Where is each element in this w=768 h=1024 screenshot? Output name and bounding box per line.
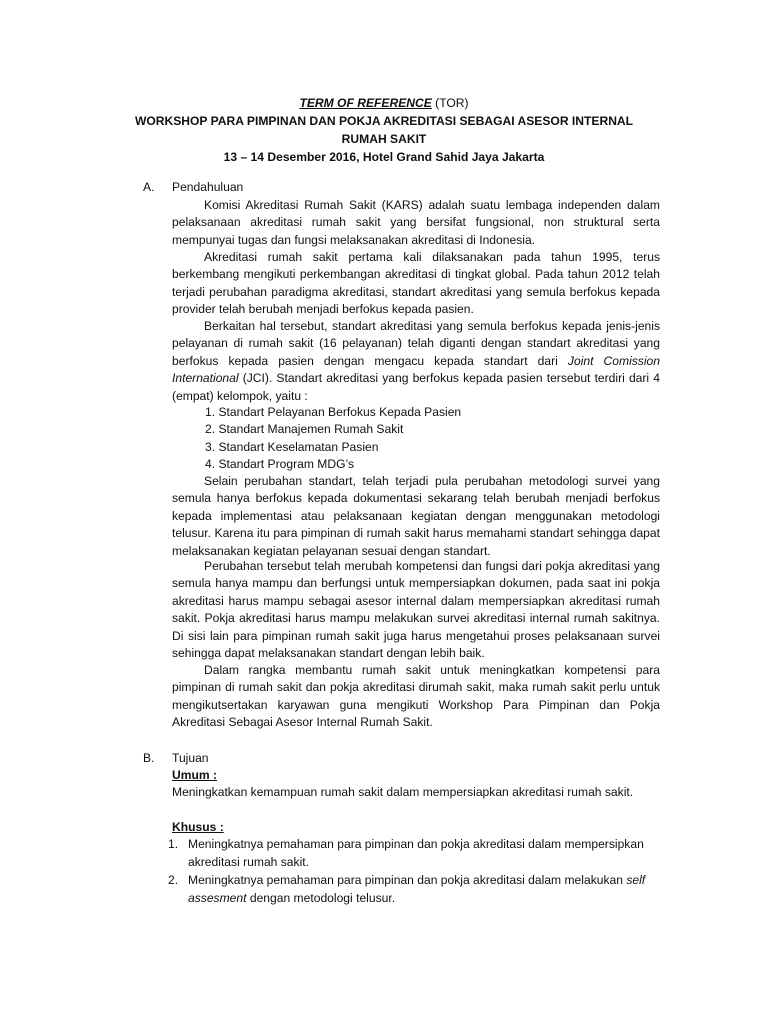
paragraph-4 [172, 473, 660, 560]
section-b-title: Tujuan [172, 751, 209, 765]
umum-heading: Umum : [172, 768, 218, 782]
paragraph-5 [172, 558, 660, 662]
khusus-item-2-line2 [168, 889, 660, 907]
document-header [100, 94, 668, 166]
khusus-item-2 [168, 871, 660, 907]
khusus-item-2-number: 2. [168, 873, 179, 887]
khusus-item-1 [168, 835, 660, 871]
paragraph-1-text: Komisi Akreditasi Rumah Sakit (KARS) adalah suatu lembaga independen dalam pelaksanaan akreditasi rumah sakit yang bersifat fungsional, non struktural serta mempunyai tugas dan fungsi melaksanakan akreditasi di Indonesia. [172, 198, 660, 247]
paragraph-6-text: Dalam rangka membantu rumah sakit untuk meningkatkan kompetensi para pimpinan di rumah sakit dan pokja akreditasi dirumah sakit, maka rumah sakit perlu untuk mengikutsertakan karyawan guna mengikuti Workshop Para Pimpinan dan Pokja Akreditasi Sebagai Asesor Internal Rumah Sakit. [172, 663, 660, 730]
paragraph-3-text-b: (JCI). Standart akreditasi yang berfokus kepada pasien tersebut terdiri dari 4 (empat) kelompok, yaitu : [172, 371, 660, 403]
khusus-item-2-text: Meningkatnya pemahaman para pimpinan dan pokja akreditasi dalam melakukan [188, 873, 627, 887]
tor-title-italic: TERM OF REFERENCE [299, 96, 432, 110]
paragraph-3-text-a: Berkaitan hal tersebut, standart akreditasi yang semula berfokus kepada jenis-jenis pelayanan di rumah sakit (16 pelayanan) telah diganti dengan standart akreditasi yang berfokus kepada pasien dengan mengacu kepada standart dari [172, 319, 660, 368]
paragraph-3-italic: Joint Comission International [172, 353, 660, 386]
tor-title-suffix: (TOR) [431, 96, 469, 110]
paragraph-6 [172, 662, 660, 732]
section-a-title: Pendahuluan [172, 180, 244, 194]
paragraph-4-text: Selain perubahan standart, telah terjadi pula perubahan metodologi survei yang semula hanya berfokus kepada dokumentasi sekarang telah berubah menjadi berfokus kepada implementasi atau pelaksanaan kegiatan dengan menggunakan metodologi telusur. Karena itu para pimpinan di rumah sakit harus memahami standart sehingga dapat melaksanakan kegiatan pelayanan sesuai dengan standart. [172, 474, 660, 558]
standard-list-item-3: 3. Standart Keselamatan Pasien [205, 440, 379, 454]
khusus-item-2-tail: dengan metodologi telusur. [246, 891, 396, 905]
workshop-title-cont: RUMAH SAKIT [341, 132, 427, 146]
paragraph-2-text: Akreditasi rumah sakit pertama kali dilaksanakan pada tahun 1995, terus berkembang mengikuti perkembangan akreditasi di tingkat global. Pada tahun 2012 telah terjadi perubahan paradigma akreditasi, standart akreditasi yang semula berfokus kepada provider telah berubah menjadi berfokus kepada pasien. [172, 250, 660, 317]
section-a-letter: A. [143, 180, 155, 194]
khusus-item-1-line1: Meningkatnya pemahaman para pimpinan dan pokja akreditasi dalam mempersipkan [188, 837, 644, 851]
khusus-heading: Khusus : [172, 820, 224, 834]
khusus-item-1-number: 1. [168, 837, 179, 851]
paragraph-3 [172, 318, 660, 405]
tor-title [100, 94, 668, 112]
standard-list-item-1: 1. Standart Pelayanan Berfokus Kepada Pasien [205, 405, 462, 419]
standard-list-item-2: 2. Standart Manajemen Rumah Sakit [205, 422, 404, 436]
event-date-venue: 13 – 14 Desember 2016, Hotel Grand Sahid Jaya Jakarta [223, 150, 545, 164]
paragraph-5-text: Perubahan tersebut telah merubah kompetensi dan fungsi dari pokja akreditasi yang semula hanya mampu dan berfungsi untuk mempersiapkan dokumen, pada saat ini pokja akreditasi harus mampu sebagai asesor internal dalam mempersiapkan akreditasi rumah sakit. Pokja akreditasi harus mampu melakukan survei akreditasi internal rumah sakitnya. Di sisi lain para pimpinan rumah sakit juga harus mengetahui proses pelaksanaan survei sehingga dapat melaksanakan standart dengan lebih baik. [172, 559, 660, 661]
paragraph-2 [172, 249, 660, 319]
section-b-letter: B. [143, 751, 155, 765]
khusus-item-2-italic-1: self [626, 873, 646, 887]
standard-list-item-4: 4. Standart Program MDG’s [205, 457, 354, 471]
khusus-item-1-line2: akreditasi rumah sakit. [188, 855, 309, 869]
paragraph-1 [172, 197, 660, 249]
workshop-title: WORKSHOP PARA PIMPINAN DAN POKJA AKREDITASI SEBAGAI ASESOR INTERNAL [134, 114, 634, 128]
umum-text: Meningkatkan kemampuan rumah sakit dalam mempersiapkan akreditasi rumah sakit. [172, 785, 634, 799]
khusus-item-2-italic-2: assesment [188, 891, 247, 905]
